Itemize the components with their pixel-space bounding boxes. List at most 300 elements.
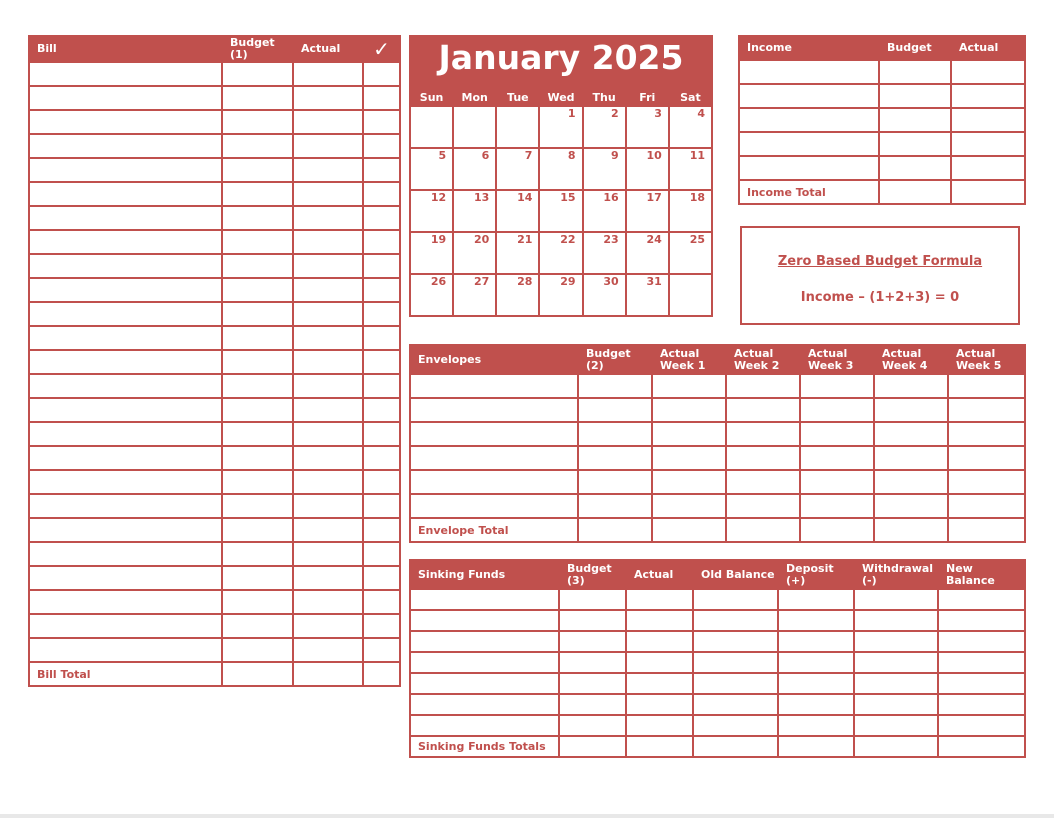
calendar-day-cell[interactable]: 20 bbox=[453, 232, 496, 274]
table-cell[interactable] bbox=[29, 566, 222, 590]
table-cell[interactable] bbox=[29, 230, 222, 254]
table-cell[interactable] bbox=[652, 422, 726, 446]
table-cell[interactable] bbox=[29, 326, 222, 350]
table-cell[interactable] bbox=[948, 374, 1025, 398]
calendar-day-cell[interactable] bbox=[410, 106, 453, 148]
calendar-day-cell[interactable] bbox=[669, 274, 712, 316]
income-budget-header: Budget bbox=[879, 36, 951, 60]
sinking-fund-row bbox=[410, 673, 1025, 694]
table-cell[interactable] bbox=[222, 158, 293, 182]
table-cell[interactable] bbox=[739, 132, 879, 156]
table-cell[interactable] bbox=[293, 326, 363, 350]
table-cell[interactable] bbox=[410, 494, 578, 518]
table-cell[interactable] bbox=[410, 470, 578, 494]
table-cell[interactable] bbox=[951, 132, 1025, 156]
sinking-total-cell[interactable] bbox=[778, 736, 854, 757]
table-cell[interactable] bbox=[578, 422, 652, 446]
table-cell[interactable] bbox=[293, 206, 363, 230]
table-cell[interactable] bbox=[29, 182, 222, 206]
table-cell[interactable] bbox=[222, 206, 293, 230]
table-cell[interactable] bbox=[800, 446, 874, 470]
table-cell[interactable] bbox=[854, 610, 938, 631]
calendar-day-cell[interactable]: 1 bbox=[539, 106, 582, 148]
table-cell[interactable] bbox=[938, 715, 1025, 736]
sinking-funds-header: Sinking Funds bbox=[410, 560, 559, 589]
table-cell[interactable] bbox=[293, 350, 363, 374]
table-cell[interactable] bbox=[363, 470, 400, 494]
table-cell[interactable] bbox=[222, 422, 293, 446]
table-cell[interactable] bbox=[800, 470, 874, 494]
calendar-day-cell[interactable]: 24 bbox=[626, 232, 669, 274]
table-cell[interactable] bbox=[578, 374, 652, 398]
table-cell[interactable] bbox=[363, 518, 400, 542]
table-cell[interactable] bbox=[29, 398, 222, 422]
table-cell[interactable] bbox=[778, 673, 854, 694]
table-cell[interactable] bbox=[410, 715, 559, 736]
table-cell[interactable] bbox=[879, 60, 951, 84]
table-cell[interactable] bbox=[652, 494, 726, 518]
table-cell[interactable] bbox=[626, 610, 693, 631]
calendar-day-cell[interactable]: 30 bbox=[583, 274, 626, 316]
table-cell[interactable] bbox=[652, 470, 726, 494]
table-cell[interactable] bbox=[559, 631, 626, 652]
table-cell[interactable] bbox=[363, 374, 400, 398]
table-cell[interactable] bbox=[626, 694, 693, 715]
bill-row bbox=[29, 230, 400, 254]
table-cell[interactable] bbox=[938, 610, 1025, 631]
table-cell[interactable] bbox=[29, 302, 222, 326]
sinking-total-cell[interactable] bbox=[854, 736, 938, 757]
table-cell[interactable] bbox=[938, 631, 1025, 652]
table-cell[interactable] bbox=[938, 652, 1025, 673]
table-cell[interactable] bbox=[874, 398, 948, 422]
calendar-day-cell[interactable]: 17 bbox=[626, 190, 669, 232]
table-cell[interactable] bbox=[739, 60, 879, 84]
table-cell[interactable] bbox=[222, 542, 293, 566]
bill-row bbox=[29, 110, 400, 134]
table-cell[interactable] bbox=[222, 326, 293, 350]
table-cell[interactable] bbox=[222, 518, 293, 542]
table-cell[interactable] bbox=[778, 694, 854, 715]
income-total-row bbox=[739, 180, 1025, 204]
table-cell[interactable] bbox=[293, 182, 363, 206]
table-cell[interactable] bbox=[363, 206, 400, 230]
table-cell[interactable] bbox=[739, 84, 879, 108]
envelope-row bbox=[410, 374, 1025, 398]
table-cell[interactable] bbox=[938, 694, 1025, 715]
table-cell[interactable] bbox=[293, 638, 363, 662]
table-cell[interactable] bbox=[293, 446, 363, 470]
table-cell[interactable] bbox=[559, 652, 626, 673]
table-cell[interactable] bbox=[29, 110, 222, 134]
envelopes-budget-header: Budget (2) bbox=[578, 345, 652, 374]
calendar-day-cell[interactable]: 15 bbox=[539, 190, 582, 232]
table-cell[interactable] bbox=[879, 156, 951, 180]
table-cell[interactable] bbox=[29, 62, 222, 86]
table-cell[interactable] bbox=[363, 494, 400, 518]
envelope-total-cell[interactable] bbox=[874, 518, 948, 542]
calendar-day-cell[interactable] bbox=[496, 106, 539, 148]
table-cell[interactable] bbox=[363, 638, 400, 662]
table-cell[interactable] bbox=[222, 590, 293, 614]
table-cell[interactable] bbox=[800, 422, 874, 446]
table-cell[interactable] bbox=[29, 278, 222, 302]
table-cell[interactable] bbox=[293, 590, 363, 614]
table-cell[interactable] bbox=[410, 398, 578, 422]
table-cell[interactable] bbox=[363, 422, 400, 446]
table-cell[interactable] bbox=[363, 398, 400, 422]
calendar-day-cell[interactable]: 18 bbox=[669, 190, 712, 232]
checkmark-icon: ✓ bbox=[373, 37, 390, 61]
bill-total-check[interactable] bbox=[363, 662, 400, 686]
table-cell[interactable] bbox=[874, 446, 948, 470]
table-cell[interactable] bbox=[578, 398, 652, 422]
table-cell[interactable] bbox=[293, 86, 363, 110]
table-cell[interactable] bbox=[363, 86, 400, 110]
day-header: Mon bbox=[453, 90, 496, 106]
table-cell[interactable] bbox=[410, 631, 559, 652]
income-header: Income bbox=[739, 36, 879, 60]
table-cell[interactable] bbox=[410, 589, 559, 610]
table-cell[interactable] bbox=[222, 566, 293, 590]
bill-row bbox=[29, 470, 400, 494]
table-cell[interactable] bbox=[222, 638, 293, 662]
table-cell[interactable] bbox=[363, 230, 400, 254]
table-cell[interactable] bbox=[363, 326, 400, 350]
table-cell[interactable] bbox=[693, 631, 778, 652]
table-cell[interactable] bbox=[363, 614, 400, 638]
table-cell[interactable] bbox=[363, 110, 400, 134]
envelopes-week3-header: Actual Week 3 bbox=[800, 345, 874, 374]
day-header: Thu bbox=[583, 90, 626, 106]
bill-total-budget[interactable] bbox=[222, 662, 293, 686]
table-cell[interactable] bbox=[652, 446, 726, 470]
table-cell[interactable] bbox=[363, 302, 400, 326]
table-cell[interactable] bbox=[29, 254, 222, 278]
table-cell[interactable] bbox=[29, 518, 222, 542]
envelopes-week4-header: Actual Week 4 bbox=[874, 345, 948, 374]
table-cell[interactable] bbox=[778, 631, 854, 652]
table-cell[interactable] bbox=[410, 673, 559, 694]
table-cell[interactable] bbox=[951, 108, 1025, 132]
table-cell[interactable] bbox=[726, 494, 800, 518]
table-cell[interactable] bbox=[222, 86, 293, 110]
table-cell[interactable] bbox=[222, 230, 293, 254]
calendar-day-cell[interactable]: 28 bbox=[496, 274, 539, 316]
table-cell[interactable] bbox=[778, 589, 854, 610]
table-cell[interactable] bbox=[948, 470, 1025, 494]
table-cell[interactable] bbox=[559, 694, 626, 715]
table-cell[interactable] bbox=[739, 108, 879, 132]
calendar-day-cell[interactable] bbox=[453, 106, 496, 148]
table-cell[interactable] bbox=[410, 422, 578, 446]
calendar-day-cell[interactable]: 29 bbox=[539, 274, 582, 316]
table-cell[interactable] bbox=[726, 398, 800, 422]
table-cell[interactable] bbox=[879, 132, 951, 156]
table-cell[interactable] bbox=[363, 542, 400, 566]
table-cell[interactable] bbox=[293, 302, 363, 326]
table-cell[interactable] bbox=[874, 470, 948, 494]
table-cell[interactable] bbox=[578, 494, 652, 518]
envelope-total-cell[interactable] bbox=[578, 518, 652, 542]
table-cell[interactable] bbox=[726, 374, 800, 398]
table-cell[interactable] bbox=[293, 494, 363, 518]
table-cell[interactable] bbox=[29, 590, 222, 614]
bill-row bbox=[29, 374, 400, 398]
table-cell[interactable] bbox=[222, 398, 293, 422]
table-cell[interactable] bbox=[293, 566, 363, 590]
calendar-day-cell[interactable]: 3 bbox=[626, 106, 669, 148]
table-cell[interactable] bbox=[363, 134, 400, 158]
sinking-fund-row bbox=[410, 589, 1025, 610]
table-cell[interactable] bbox=[29, 206, 222, 230]
formula-text: Income – (1+2+3) = 0 bbox=[800, 290, 960, 305]
calendar-day-cell[interactable]: 4 bbox=[669, 106, 712, 148]
table-cell[interactable] bbox=[293, 278, 363, 302]
table-cell[interactable] bbox=[410, 610, 559, 631]
table-cell[interactable] bbox=[363, 566, 400, 590]
table-cell[interactable] bbox=[800, 494, 874, 518]
envelope-total-cell[interactable] bbox=[800, 518, 874, 542]
table-cell[interactable] bbox=[951, 84, 1025, 108]
day-header: Sat bbox=[669, 90, 712, 106]
table-cell[interactable] bbox=[726, 470, 800, 494]
income-total-label: Income Total bbox=[739, 180, 879, 204]
table-cell[interactable] bbox=[879, 84, 951, 108]
calendar-day-cell[interactable]: 9 bbox=[583, 148, 626, 190]
table-cell[interactable] bbox=[800, 374, 874, 398]
table-cell[interactable] bbox=[29, 134, 222, 158]
envelope-row bbox=[410, 470, 1025, 494]
envelope-total-cell[interactable] bbox=[726, 518, 800, 542]
table-cell[interactable] bbox=[222, 494, 293, 518]
table-cell[interactable] bbox=[222, 302, 293, 326]
envelopes-week5-header: Actual Week 5 bbox=[948, 345, 1025, 374]
sinking-old-balance-header: Old Balance bbox=[693, 560, 778, 589]
table-cell[interactable] bbox=[363, 446, 400, 470]
bill-total-actual[interactable] bbox=[293, 662, 363, 686]
table-cell[interactable] bbox=[559, 673, 626, 694]
table-cell[interactable] bbox=[652, 374, 726, 398]
table-cell[interactable] bbox=[29, 470, 222, 494]
table-cell[interactable] bbox=[293, 422, 363, 446]
table-cell[interactable] bbox=[626, 589, 693, 610]
table-cell[interactable] bbox=[559, 715, 626, 736]
table-cell[interactable] bbox=[29, 86, 222, 110]
bill-budget-header: Budget (1) bbox=[222, 36, 293, 62]
calendar-week-row bbox=[410, 106, 712, 148]
calendar-day-cell[interactable]: 22 bbox=[539, 232, 582, 274]
table-cell[interactable] bbox=[363, 182, 400, 206]
table-cell[interactable] bbox=[293, 62, 363, 86]
page-bottom-edge bbox=[0, 814, 1054, 818]
envelope-total-cell[interactable] bbox=[948, 518, 1025, 542]
table-cell[interactable] bbox=[626, 673, 693, 694]
table-cell[interactable] bbox=[29, 542, 222, 566]
table-cell[interactable] bbox=[559, 610, 626, 631]
table-cell[interactable] bbox=[222, 182, 293, 206]
calendar-day-cell[interactable]: 5 bbox=[410, 148, 453, 190]
table-cell[interactable] bbox=[363, 590, 400, 614]
table-cell[interactable] bbox=[948, 398, 1025, 422]
table-cell[interactable] bbox=[739, 156, 879, 180]
table-cell[interactable] bbox=[29, 158, 222, 182]
table-cell[interactable] bbox=[410, 446, 578, 470]
sinking-total-cell[interactable] bbox=[938, 736, 1025, 757]
sinking-deposit-header: Deposit (+) bbox=[778, 560, 854, 589]
table-cell[interactable] bbox=[29, 494, 222, 518]
table-cell[interactable] bbox=[293, 374, 363, 398]
envelope-row bbox=[410, 398, 1025, 422]
sinking-fund-row bbox=[410, 715, 1025, 736]
table-cell[interactable] bbox=[222, 470, 293, 494]
table-cell[interactable] bbox=[578, 446, 652, 470]
table-cell[interactable] bbox=[363, 158, 400, 182]
table-cell[interactable] bbox=[938, 673, 1025, 694]
table-cell[interactable] bbox=[726, 446, 800, 470]
table-cell[interactable] bbox=[948, 446, 1025, 470]
table-cell[interactable] bbox=[222, 374, 293, 398]
table-cell[interactable] bbox=[874, 494, 948, 518]
sinking-actual-header: Actual bbox=[626, 560, 693, 589]
table-cell[interactable] bbox=[948, 422, 1025, 446]
table-cell[interactable] bbox=[874, 374, 948, 398]
calendar-day-cell[interactable]: 8 bbox=[539, 148, 582, 190]
table-cell[interactable] bbox=[854, 673, 938, 694]
calendar-day-cell[interactable]: 11 bbox=[669, 148, 712, 190]
table-cell[interactable] bbox=[222, 614, 293, 638]
table-cell[interactable] bbox=[293, 254, 363, 278]
calendar-day-cell[interactable]: 26 bbox=[410, 274, 453, 316]
table-cell[interactable] bbox=[363, 62, 400, 86]
table-cell[interactable] bbox=[293, 518, 363, 542]
table-cell[interactable] bbox=[410, 652, 559, 673]
table-cell[interactable] bbox=[222, 110, 293, 134]
table-cell[interactable] bbox=[938, 589, 1025, 610]
calendar-day-cell[interactable]: 13 bbox=[453, 190, 496, 232]
table-cell[interactable] bbox=[293, 470, 363, 494]
sinking-total-cell[interactable] bbox=[626, 736, 693, 757]
table-cell[interactable] bbox=[693, 715, 778, 736]
table-cell[interactable] bbox=[693, 673, 778, 694]
table-cell[interactable] bbox=[29, 614, 222, 638]
table-cell[interactable] bbox=[778, 652, 854, 673]
table-cell[interactable] bbox=[222, 62, 293, 86]
calendar-day-cell[interactable]: 7 bbox=[496, 148, 539, 190]
calendar-day-cell[interactable]: 23 bbox=[583, 232, 626, 274]
sinking-total-cell[interactable] bbox=[559, 736, 626, 757]
table-cell[interactable] bbox=[951, 60, 1025, 84]
table-cell[interactable] bbox=[222, 278, 293, 302]
table-cell[interactable] bbox=[293, 542, 363, 566]
table-cell[interactable] bbox=[293, 230, 363, 254]
table-cell[interactable] bbox=[693, 589, 778, 610]
bill-row bbox=[29, 182, 400, 206]
calendar-day-cell[interactable]: 2 bbox=[583, 106, 626, 148]
calendar-day-cell[interactable]: 31 bbox=[626, 274, 669, 316]
envelopes-header-row bbox=[410, 345, 1025, 374]
table-cell[interactable] bbox=[410, 694, 559, 715]
income-total-actual[interactable] bbox=[951, 180, 1025, 204]
table-cell[interactable] bbox=[363, 278, 400, 302]
day-header: Sun bbox=[410, 90, 453, 106]
table-cell[interactable] bbox=[559, 589, 626, 610]
income-total-budget[interactable] bbox=[879, 180, 951, 204]
calendar-day-cell[interactable]: 25 bbox=[669, 232, 712, 274]
table-cell[interactable] bbox=[222, 254, 293, 278]
table-cell[interactable] bbox=[951, 156, 1025, 180]
table-cell[interactable] bbox=[652, 398, 726, 422]
bill-header-row bbox=[29, 36, 400, 62]
calendar-day-cell[interactable]: 14 bbox=[496, 190, 539, 232]
table-cell[interactable] bbox=[874, 422, 948, 446]
calendar-day-cell[interactable]: 27 bbox=[453, 274, 496, 316]
table-cell[interactable] bbox=[778, 610, 854, 631]
bill-row bbox=[29, 326, 400, 350]
table-cell[interactable] bbox=[293, 614, 363, 638]
calendar-day-cell[interactable]: 10 bbox=[626, 148, 669, 190]
income-actual-header: Actual bbox=[951, 36, 1025, 60]
table-cell[interactable] bbox=[693, 694, 778, 715]
calendar-day-cell[interactable]: 6 bbox=[453, 148, 496, 190]
table-cell[interactable] bbox=[726, 422, 800, 446]
table-cell[interactable] bbox=[854, 631, 938, 652]
table-cell[interactable] bbox=[29, 446, 222, 470]
table-cell[interactable] bbox=[879, 108, 951, 132]
table-cell[interactable] bbox=[293, 158, 363, 182]
table-cell[interactable] bbox=[800, 398, 874, 422]
table-cell[interactable] bbox=[222, 350, 293, 374]
table-cell[interactable] bbox=[222, 446, 293, 470]
table-cell[interactable] bbox=[578, 470, 652, 494]
table-cell[interactable] bbox=[363, 350, 400, 374]
table-cell[interactable] bbox=[693, 652, 778, 673]
calendar-day-cell[interactable]: 19 bbox=[410, 232, 453, 274]
table-cell[interactable] bbox=[854, 589, 938, 610]
day-header: Tue bbox=[496, 90, 539, 106]
table-cell[interactable] bbox=[222, 134, 293, 158]
table-cell[interactable] bbox=[29, 422, 222, 446]
day-header: Wed bbox=[539, 90, 582, 106]
sinking-total-cell[interactable] bbox=[693, 736, 778, 757]
table-cell[interactable] bbox=[948, 494, 1025, 518]
table-cell[interactable] bbox=[293, 110, 363, 134]
table-cell[interactable] bbox=[29, 350, 222, 374]
calendar bbox=[409, 35, 713, 325]
table-cell[interactable] bbox=[854, 715, 938, 736]
table-cell[interactable] bbox=[626, 631, 693, 652]
envelope-row bbox=[410, 494, 1025, 518]
table-cell[interactable] bbox=[854, 652, 938, 673]
envelope-total-cell[interactable] bbox=[652, 518, 726, 542]
bill-row bbox=[29, 86, 400, 110]
calendar-day-cell[interactable]: 21 bbox=[496, 232, 539, 274]
table-cell[interactable] bbox=[363, 254, 400, 278]
calendar-day-cell[interactable]: 16 bbox=[583, 190, 626, 232]
table-cell[interactable] bbox=[410, 374, 578, 398]
table-cell[interactable] bbox=[293, 398, 363, 422]
table-cell[interactable] bbox=[293, 134, 363, 158]
table-cell[interactable] bbox=[626, 652, 693, 673]
table-cell[interactable] bbox=[854, 694, 938, 715]
table-cell[interactable] bbox=[29, 374, 222, 398]
table-cell[interactable] bbox=[693, 610, 778, 631]
envelopes-header: Envelopes bbox=[410, 345, 578, 374]
calendar-day-cell[interactable]: 12 bbox=[410, 190, 453, 232]
table-cell[interactable] bbox=[626, 715, 693, 736]
table-cell[interactable] bbox=[29, 638, 222, 662]
table-cell[interactable] bbox=[778, 715, 854, 736]
